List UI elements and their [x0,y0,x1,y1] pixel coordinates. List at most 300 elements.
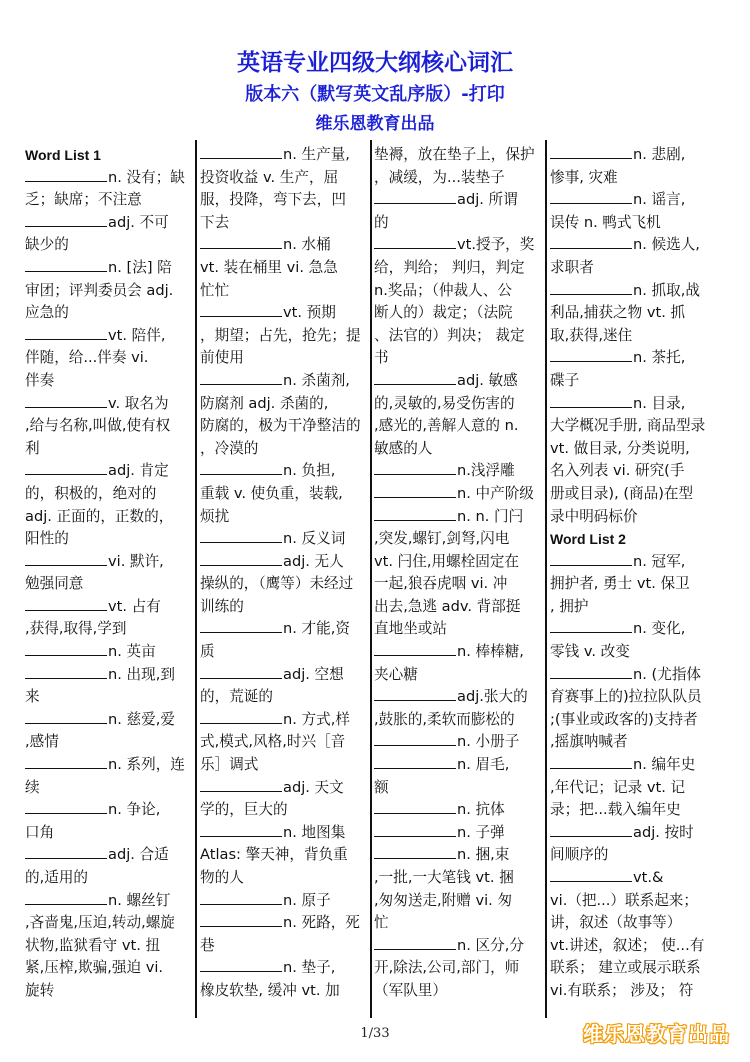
line-text: 物的人 [200,869,244,886]
line-text: vt. 陪伴, [108,326,166,344]
vocab-continuation-line [25,686,193,709]
answer-blank [374,935,456,950]
vocab-entry-line [550,822,722,845]
vocab-entry-line [200,618,368,641]
vocab-continuation-line [550,325,722,348]
answer-blank [550,822,632,837]
line-text: 间顺序的 [550,846,609,864]
line-text: adj.张大的 [457,688,528,706]
line-text: 应急的 [25,304,69,322]
watermark-logo: 维乐恩教育出品 [583,1022,730,1046]
line-text: n. 编年史 [633,756,696,774]
line-text: n. 茶托, [633,349,686,367]
vocab-entry-line [200,664,368,687]
line-text: 状物,监狱看守 vt. 扭 [25,936,161,954]
vocab-continuation-line [374,867,542,890]
vocab-continuation-line [550,257,722,280]
line-text: 前使用 [200,349,244,367]
line-text: 、法官的）判决； 裁定 [374,326,525,344]
vocab-continuation-line [200,641,368,664]
vocab-entry-line [550,393,722,416]
answer-blank [200,912,282,927]
line-text: 质 [200,643,215,661]
line-text: vt.& [633,869,664,886]
vocab-continuation-line [200,935,368,958]
answer-blank [25,257,107,272]
vocab-continuation-line [25,302,193,325]
answer-blank [374,641,456,656]
line-text: vt. 做目录, 分类说明, [550,439,690,457]
vocab-entry-line [25,167,193,190]
vocab-column-3 [374,144,542,1016]
line-text: 阳性的 [25,530,69,548]
vocab-entry-line [25,596,193,619]
line-text: 垫褥，放在垫子上，保护 [374,146,535,163]
answer-blank [200,234,282,249]
vocab-entry-line [550,280,722,303]
vocab-column-1 [25,144,193,1016]
vocab-continuation-line [550,731,722,754]
vocab-entry-line [25,709,193,732]
line-text: n. 捆,束 [457,846,510,864]
line-text: n. 生产量, [283,146,350,163]
line-text: n. 系列，连 [108,756,185,774]
answer-blank [25,167,107,182]
line-text: n. 反义词 [283,530,346,548]
answer-blank [374,799,456,814]
line-text: vt. 预期 [283,304,336,322]
line-text: 下去 [200,213,230,231]
vocab-continuation-line [550,438,722,461]
line-text: vt. 占有 [108,597,161,615]
line-text: 名入列表 vi. 研究(手 [550,462,685,480]
answer-blank [374,686,456,701]
answer-blank [25,890,107,905]
line-text: n. 中产阶级 [457,484,534,502]
answer-blank [200,144,282,159]
answer-blank [550,280,632,295]
line-text: v. 取名为 [108,394,169,412]
line-text: n. 英亩 [108,643,156,661]
vocab-entry-line [25,460,193,483]
vocab-continuation-line [550,167,722,190]
vocab-continuation-line [550,370,722,393]
line-text: 投资收益 v. 生产，屈 [200,168,339,186]
answer-blank [550,144,632,159]
answer-blank [200,528,282,543]
line-text: 大学概况手册, 商品型录 [550,417,706,435]
line-text: 录；把...载入编年史 [550,801,681,819]
vocab-continuation-line [200,844,368,867]
vocab-continuation-line [550,980,722,1003]
answer-blank [25,596,107,611]
vocab-continuation-line [374,890,542,913]
line-text: n. 才能,资 [283,620,350,638]
line-text: n. n. 门闩 [457,507,524,525]
vocab-continuation-line [374,257,542,280]
vocab-continuation-line [550,686,722,709]
line-text: vt. 装在桶里 vi. 急急 [200,258,338,276]
line-text: n. 抓取,战 [633,281,700,299]
answer-blank [374,460,456,475]
answer-blank [374,189,456,204]
line-text: n. 垫子, [283,959,336,977]
line-text: ，冷漠的 [200,439,259,457]
line-text: 防腐的，极为干净整洁的 [200,417,361,435]
answer-blank [200,890,282,905]
line-text: ,感情 [25,733,59,751]
answer-blank [25,551,107,566]
vocab-continuation-line [25,528,193,551]
vocab-continuation-line [200,980,368,1003]
vocab-entry-line [25,551,193,574]
document-subtitle: 版本六（默写英文乱序版）-打印 [245,84,505,105]
vocab-entry-line [200,957,368,980]
vocab-continuation-line [550,302,722,325]
line-text: 式,模式,风格,时兴［音 [200,733,346,751]
vocab-continuation-line [550,777,722,800]
vocab-entry-line [200,709,368,732]
page-number: 1/33 [360,1026,390,1041]
vocab-continuation-line [200,731,368,754]
vocab-entry-line [200,144,368,167]
vocab-continuation-line [550,799,722,822]
vocab-continuation-line [550,506,722,529]
line-text: adj. 敏感 [457,371,518,389]
line-text: adj. 无人 [283,552,344,570]
line-text: ,匆匆送走,附赠 vi. 匆 [374,891,513,909]
vocab-continuation-line [25,777,193,800]
vocab-continuation-line [550,957,722,980]
answer-blank [374,822,456,837]
vocab-continuation-line [374,573,542,596]
answer-blank [200,777,282,792]
vocab-continuation-line [374,347,542,370]
vocab-continuation-line [200,799,368,822]
vocab-continuation-line [200,325,368,348]
vocab-entry-line [25,844,193,867]
line-text: 讲，叙述（故事等） [550,914,682,932]
line-text: n. 杀菌剂, [283,371,350,389]
line-text: 敏感的人 [374,439,433,457]
line-text: n. 慈爱,爱 [108,710,175,728]
vocab-continuation-line [200,393,368,416]
vocab-entry-line [25,664,193,687]
line-text: 伴随，给...伴奏 vi. [25,349,149,367]
line-text: 训练的 [200,597,244,615]
line-text: 防腐剂 adj. 杀菌的, [200,394,329,412]
answer-blank [200,664,282,679]
line-text: 误传 n. 鸭式飞机 [550,213,661,231]
vocab-continuation-line [25,506,193,529]
vocab-entry-line [550,618,722,641]
answer-blank [25,664,107,679]
vocab-continuation-line [374,393,542,416]
word-list-heading [550,528,722,551]
answer-blank [25,754,107,769]
line-text: n. 小册子 [457,733,520,751]
vocab-continuation-line [200,506,368,529]
vocab-entry-line [374,731,542,754]
vocab-continuation-line [374,980,542,1003]
answer-blank [200,551,282,566]
line-text: 取,获得,迷住 [550,326,633,344]
line-text: adj. 不可 [108,213,169,231]
answer-blank [200,460,282,475]
answer-blank [374,754,456,769]
vocab-continuation-line [374,618,542,641]
line-text: 育赛事上的)拉拉队队员 [550,688,702,706]
vocab-continuation-line [200,754,368,777]
line-text: 忙 [374,914,389,932]
vocab-continuation-line [374,709,542,732]
vocab-entry-line [200,912,368,935]
vocab-continuation-line [200,596,368,619]
line-text: 求职者 [550,258,594,276]
answer-blank [200,822,282,837]
vocab-continuation-line [25,822,193,845]
vocab-continuation-line [550,912,722,935]
vocab-continuation-line [200,867,368,890]
line-text: adj. 肯定 [108,462,169,480]
line-text: n. 没有；缺 [108,168,185,186]
vocab-continuation-line [25,731,193,754]
column-divider [370,140,372,1018]
vocab-entry-line [200,234,368,257]
vocab-entry-line [374,370,542,393]
line-text: adj. 按时 [633,823,694,841]
line-text: n. 死路，死 [283,914,360,932]
vocab-entry-line [550,754,722,777]
column-divider [195,140,197,1018]
vocab-continuation-line [25,280,193,303]
line-text: ,摇旗呐喊者 [550,733,628,751]
vocab-continuation-line [25,415,193,438]
vocab-entry-line [200,528,368,551]
vocab-column-2 [200,144,368,1016]
line-text: 碟子 [550,371,580,389]
vocab-continuation-line [200,167,368,190]
vocab-continuation-line [25,573,193,596]
line-text: n. 争论, [108,801,161,819]
vocab-continuation-line [200,415,368,438]
line-text: n. 原子 [283,891,331,909]
line-text: 乐］调式 [200,756,259,774]
line-text: n.浅浮雕 [457,462,515,480]
vocab-continuation-line [200,347,368,370]
vocab-continuation-line [550,890,722,913]
vocab-entry-line [200,302,368,325]
vocab-continuation-line [25,234,193,257]
vocab-continuation-line [374,551,542,574]
vocab-continuation-line [550,641,722,664]
answer-blank [200,370,282,385]
answer-blank [25,641,107,656]
vocab-entry-line [550,189,722,212]
line-text: ,吝啬鬼,压迫,转动,螺旋 [25,914,175,932]
line-text: adj. 天文 [283,778,344,796]
vocab-continuation-line [374,280,542,303]
line-text: Word List 2 [550,531,626,548]
vocab-entry-line [374,822,542,845]
vocab-column-4 [550,144,722,1016]
vocab-entry-line [200,890,368,913]
vocab-continuation-line [374,664,542,687]
line-text: 勉强同意 [25,575,84,593]
vocab-continuation-line [374,325,542,348]
vocab-entry-line [200,822,368,845]
vocab-entry-line [25,212,193,235]
vocab-entry-line [374,935,542,958]
line-text: 的,灵敏的,易受伤害的 [374,394,515,412]
vocab-continuation-line [374,438,542,461]
vocab-entry-line [25,641,193,664]
vocab-continuation-line [25,483,193,506]
vocab-continuation-line [200,212,368,235]
line-text: n. 冠军, [633,552,686,570]
vocab-entry-line [200,460,368,483]
vocab-entry-line [25,325,193,348]
document-publisher: 维乐恩教育出品 [315,114,435,134]
line-text: , 拥护 [550,597,589,615]
vocab-continuation-line [374,596,542,619]
line-text: 册或目录), (商品)在型 [550,484,694,502]
vocab-entry-line [550,144,722,167]
answer-blank [374,370,456,385]
line-text: 巷 [200,936,215,954]
line-text: 服，投降，弯下去，凹 [200,191,346,209]
line-text: 审团；评判委员会 adj. [25,281,174,299]
vocab-continuation-line [550,844,722,867]
vocab-entry-line [25,754,193,777]
answer-blank [374,234,456,249]
answer-blank [25,709,107,724]
line-text: 录中明码标价 [550,507,638,525]
answer-blank [374,483,456,498]
line-text: adj. 空想 [283,665,344,683]
vocab-continuation-line [550,460,722,483]
answer-blank [374,844,456,859]
vocab-continuation-line [550,483,722,506]
line-text: n. 抗体 [457,801,505,819]
vocab-entry-line [374,686,542,709]
line-text: 学的，巨大的 [200,801,288,819]
line-text: 利品,捕获之物 vt. 抓 [550,304,686,322]
vocab-entry-line [374,483,542,506]
line-text: n. [法] 陪 [108,258,172,276]
line-text: n. 螺丝钉 [108,891,171,909]
line-text: ,获得,取得,学到 [25,620,127,638]
vocab-entry-line [374,641,542,664]
line-text: 缺少的 [25,236,69,254]
line-text: ;(事业或政客的)支持者 [550,710,698,728]
line-text: 口角 [25,823,55,841]
line-text: n. 子弹 [457,823,505,841]
vocab-continuation-line [200,573,368,596]
line-text: 旋转 [25,981,55,999]
answer-blank [550,551,632,566]
answer-blank [550,234,632,249]
answer-blank [550,867,632,882]
vocab-continuation-line [25,189,193,212]
vocab-continuation-line [374,777,542,800]
line-text: 出去,急逃 adv. 背部挺 [374,597,521,615]
answer-blank [550,754,632,769]
line-text: ，期望；占先，抢先；提 [200,326,361,344]
line-text: vt.授予，奖 [457,236,535,254]
line-text: n. 出现,到 [108,665,175,683]
line-text: vi.有联系； 涉及； 符 [550,981,694,999]
answer-blank [550,618,632,633]
vocab-entry-line [550,234,722,257]
line-text: n. (尤指体 [633,665,702,683]
line-text: 额 [374,778,389,796]
vocab-continuation-line [550,573,722,596]
answer-blank [374,506,456,521]
vocab-entry-line [200,777,368,800]
document-title: 英语专业四级大纲核心词汇 [237,50,513,76]
vocab-continuation-line [374,415,542,438]
answer-blank [25,460,107,475]
vocab-continuation-line [25,370,193,393]
line-text: 的，积极的，绝对的 [25,484,157,502]
vocab-continuation-line [200,280,368,303]
answer-blank [374,731,456,746]
line-text: adj. 正面的，正数的， [25,507,174,525]
line-text: 续 [25,778,40,796]
line-text: 乏；缺席；不注意 [25,191,142,209]
line-text: 联系； 建立或展示联系 [550,959,701,977]
vocab-entry-line [374,234,542,257]
line-text: 书 [374,349,389,367]
line-text: 操纵的，（鹰等）未经过 [200,575,354,593]
line-text: 的,适用的 [25,869,89,886]
vocab-entry-line [25,799,193,822]
line-text: 拥护者, 勇士 vt. 保卫 [550,575,690,593]
answer-blank [550,393,632,408]
vocab-continuation-line [25,347,193,370]
line-text: n. 目录, [633,394,686,412]
vocab-entry-line [374,506,542,529]
line-text: 橡皮软垫, 缓冲 vt. 加 [200,981,340,999]
line-text: 伴奏 [25,371,55,389]
answer-blank [200,709,282,724]
line-text: 夹心糖 [374,665,418,683]
line-text: ,一批,一大笔钱 vt. 捆 [374,869,514,886]
line-text: 直地坐或站 [374,620,447,638]
vocab-continuation-line [25,912,193,935]
line-text: n. 变化, [633,620,686,638]
vocab-continuation-line [374,144,542,167]
answer-blank [550,347,632,362]
line-text: 惨事, 灾难 [550,168,618,186]
vocab-continuation-line [374,302,542,325]
line-text: （军队里） [374,981,447,999]
vocab-continuation-line [550,935,722,958]
vocab-continuation-line [374,212,542,235]
vocab-entry-line [374,844,542,867]
vocab-continuation-line [25,935,193,958]
vocab-entry-line [25,393,193,416]
vocab-entry-line [200,551,368,574]
line-text: n. 方式,样 [283,710,350,728]
line-text: 的，荒诞的 [200,688,273,706]
answer-blank [200,302,282,317]
line-text: 来 [25,688,40,706]
line-text: ,年代记；记录 vt. 记 [550,778,686,796]
vocab-entry-line [374,189,542,212]
vocab-continuation-line [550,415,722,438]
